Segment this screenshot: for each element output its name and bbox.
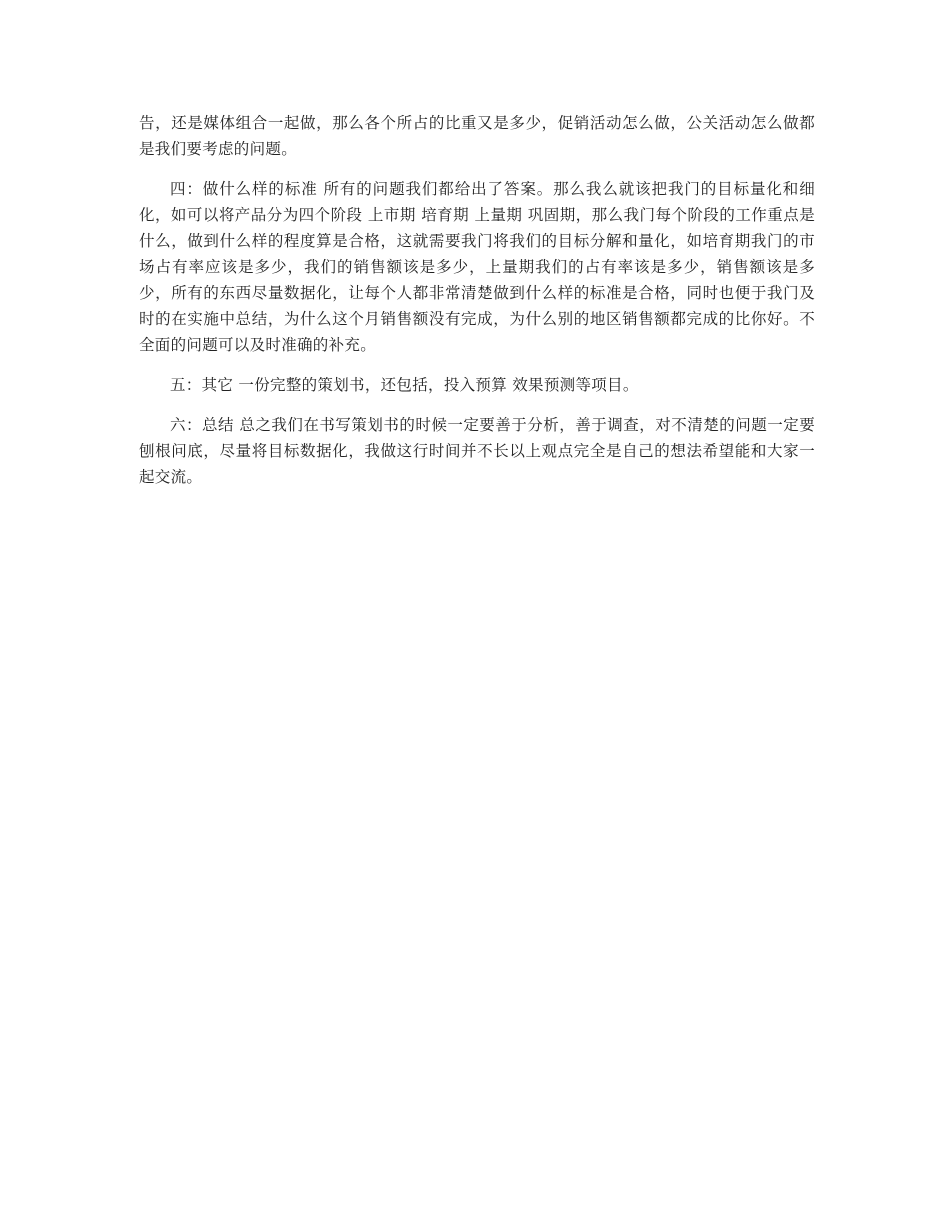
- paragraph-continuation: 告，还是媒体组合一起做，那么各个所占的比重又是多少，促销活动怎么做，公关活动怎么做都是我们要考虑的问题。: [139, 114, 815, 158]
- paragraph-section-five-other: 五：其它 一份完整的策划书，还包括，投入预算 效果预测等项目。: [170, 376, 639, 394]
- paragraph-section-six-summary: 六：总结 总之我们在书写策划书的时候一定要善于分析，善于调查，对不清楚的问题一定要刨根问底，尽量将目标数据化，我做这行时间并不长以上观点完全是自己的想法希望能和大家一起交流。: [139, 416, 815, 486]
- paragraph-section-four-standards: 四：做什么样的标准 所有的问题我们都给出了答案。那么我么就该把我门的目标量化和细化，如可以将产品分为四个阶段 上市期 培育期 上量期 巩固期，那么我门每个阶段的工作重点是什么，做到什么样的程度算是合格，这就需要我门将我们的目标分解和量化，如培育期我门的市场占有率应该是多少，我们的销售额该是多少，上量期我们的占有率该是多少，销售额该是多少，所有的东西尽量数据化，让每个人都非常清楚做到什么样的标准是合格，同时也便于我门及时的在实施中总结，为什么这个月销售额没有完成，为什么别的地区销售额都完成的比你好。不全面的问题可以及时准确的补充。: [139, 180, 815, 354]
- document-body: [139, 110, 815, 504]
